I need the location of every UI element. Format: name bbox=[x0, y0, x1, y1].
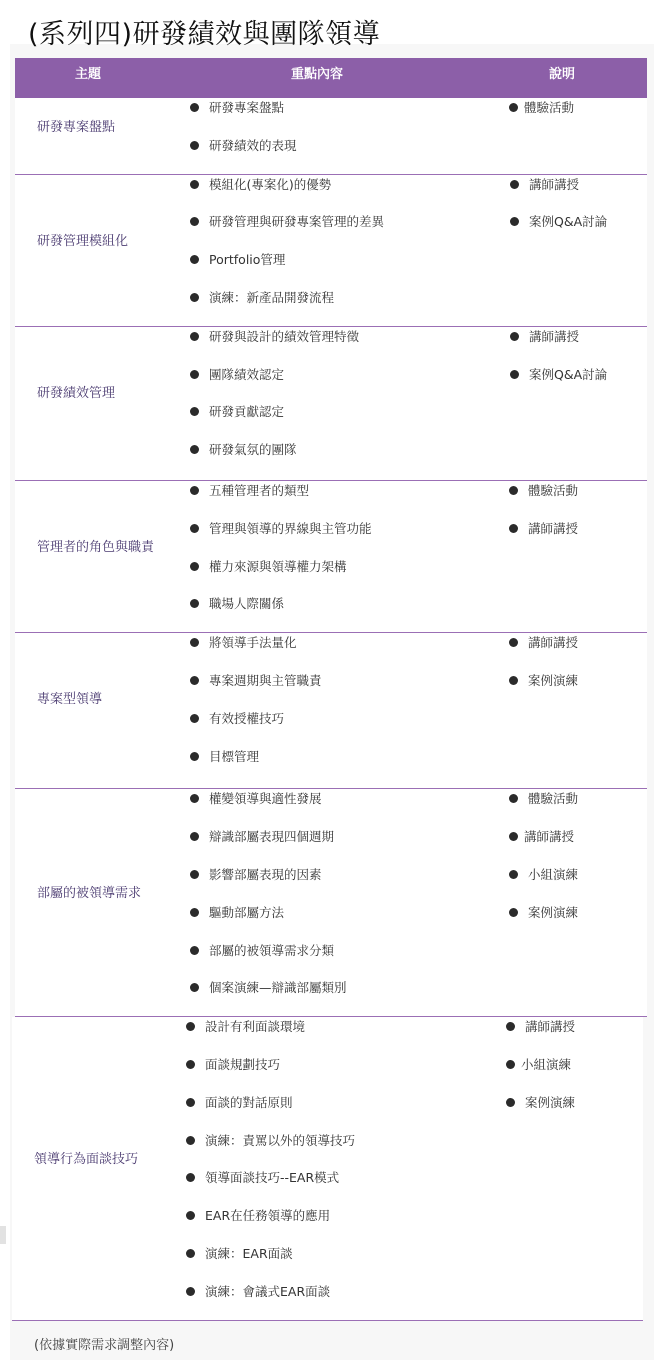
bullet-icon bbox=[509, 103, 518, 112]
content-item: 研發貢獻認定 bbox=[190, 404, 284, 420]
bullet-icon bbox=[509, 908, 518, 917]
table-row bbox=[15, 175, 647, 327]
bullet-icon bbox=[190, 332, 199, 341]
table-row bbox=[15, 633, 647, 789]
note-item: 講師講授 bbox=[510, 329, 579, 345]
content-item: 驅動部屬方法 bbox=[190, 905, 284, 921]
note-item: 講師講授 bbox=[509, 829, 574, 845]
page-title: (系列四)研發績效與團隊領導 bbox=[28, 19, 381, 50]
bullet-icon bbox=[186, 1098, 195, 1107]
note-item: 講師講授 bbox=[509, 521, 578, 537]
row-topic: 研發專案盤點 bbox=[37, 120, 116, 135]
content-item: 研發氣氛的團隊 bbox=[190, 442, 297, 458]
bullet-icon bbox=[510, 370, 519, 379]
content-item: EAR在任務領導的應用 bbox=[186, 1208, 330, 1224]
content-item: 權力來源與領導權力架構 bbox=[190, 559, 347, 575]
note-item: 小組演練 bbox=[506, 1057, 571, 1073]
bullet-icon bbox=[190, 794, 199, 803]
content-item: 演練：會議式EAR面談 bbox=[186, 1284, 330, 1300]
note-item: 案例演練 bbox=[509, 673, 578, 689]
row-topic: 研發績效管理 bbox=[37, 386, 116, 401]
bullet-icon bbox=[190, 407, 199, 416]
row-topic: 領導行為面談技巧 bbox=[34, 1152, 139, 1167]
content-item: 研發管理與研發專案管理的差異 bbox=[190, 214, 384, 230]
bullet-icon bbox=[186, 1249, 195, 1258]
bullet-icon bbox=[190, 293, 199, 302]
bullet-icon bbox=[506, 1060, 515, 1069]
bullet-icon bbox=[190, 946, 199, 955]
bullet-icon bbox=[190, 908, 199, 917]
bullet-icon bbox=[190, 676, 199, 685]
bullet-icon bbox=[190, 445, 199, 454]
table-row bbox=[15, 327, 647, 481]
note-item: 案例Q&A討論 bbox=[510, 214, 607, 230]
content-item: 五種管理者的類型 bbox=[190, 483, 309, 499]
bullet-icon bbox=[190, 486, 199, 495]
content-item: 將領導手法量化 bbox=[190, 635, 297, 651]
content-item: 設計有利面談環境 bbox=[186, 1019, 305, 1035]
bullet-icon bbox=[190, 524, 199, 533]
bullet-icon bbox=[506, 1098, 515, 1107]
content-item: 演練：新產品開發流程 bbox=[190, 290, 334, 306]
bullet-icon bbox=[509, 524, 518, 533]
bullet-icon bbox=[190, 832, 199, 841]
bullet-icon bbox=[186, 1022, 195, 1031]
content-item: 研發專案盤點 bbox=[190, 100, 284, 116]
content-item: Portfolio管理 bbox=[190, 252, 285, 268]
bullet-icon bbox=[510, 217, 519, 226]
bullet-icon bbox=[510, 332, 519, 341]
row-topic: 部屬的被領導需求 bbox=[37, 886, 142, 901]
note-item: 體驗活動 bbox=[509, 483, 578, 499]
table-row bbox=[12, 1017, 643, 1321]
content-item: 影響部屬表現的因素 bbox=[190, 867, 322, 883]
content-item: 面談的對話原則 bbox=[186, 1095, 293, 1111]
bullet-icon bbox=[190, 103, 199, 112]
bullet-icon bbox=[190, 370, 199, 379]
note-item: 小組演練 bbox=[509, 867, 578, 883]
bullet-icon bbox=[190, 714, 199, 723]
row-divider bbox=[12, 1320, 643, 1321]
bullet-icon bbox=[190, 599, 199, 608]
row-topic: 研發管理模組化 bbox=[37, 234, 129, 249]
bullet-icon bbox=[509, 832, 518, 841]
note-item: 講師講授 bbox=[510, 177, 579, 193]
content-item: 目標管理 bbox=[190, 749, 259, 765]
bullet-icon bbox=[190, 983, 199, 992]
table-row bbox=[15, 789, 647, 1017]
note-item: 體驗活動 bbox=[509, 791, 578, 807]
table-row bbox=[15, 481, 647, 633]
bullet-icon bbox=[186, 1060, 195, 1069]
header-content: 重點內容 bbox=[291, 67, 344, 82]
row-topic: 管理者的角色與職責 bbox=[37, 540, 155, 555]
header-note: 說明 bbox=[549, 67, 576, 82]
note-item: 講師講授 bbox=[506, 1019, 575, 1035]
content-item: 研發與設計的績效管理特徵 bbox=[190, 329, 359, 345]
content-item: 部屬的被領導需求分類 bbox=[190, 943, 334, 959]
header-topic: 主題 bbox=[75, 67, 102, 82]
bullet-icon bbox=[190, 217, 199, 226]
table-row bbox=[15, 98, 647, 175]
table-header bbox=[15, 58, 647, 98]
bullet-icon bbox=[190, 255, 199, 264]
content-item: 演練：責罵以外的領導技巧 bbox=[186, 1133, 355, 1149]
edge-marker bbox=[0, 1226, 6, 1244]
bullet-icon bbox=[510, 180, 519, 189]
content-item: 職場人際關係 bbox=[190, 596, 284, 612]
bullet-icon bbox=[186, 1173, 195, 1182]
content-item: 辯識部屬表現四個週期 bbox=[190, 829, 334, 845]
bullet-icon bbox=[509, 870, 518, 879]
content-item: 面談規劃技巧 bbox=[186, 1057, 280, 1073]
note-item: 講師講授 bbox=[509, 635, 578, 651]
content-item: 專案週期與主管職責 bbox=[190, 673, 322, 689]
bullet-icon bbox=[190, 180, 199, 189]
note-item: 案例演練 bbox=[509, 905, 578, 921]
content-item: 個案演練—辯識部屬類別 bbox=[190, 980, 347, 996]
note-item: 案例Q&A討論 bbox=[510, 367, 607, 383]
bullet-icon bbox=[509, 676, 518, 685]
bullet-icon bbox=[186, 1136, 195, 1145]
content-item: 團隊績效認定 bbox=[190, 367, 284, 383]
bullet-icon bbox=[506, 1022, 515, 1031]
content-item: 領導面談技巧--EAR模式 bbox=[186, 1170, 339, 1186]
note-item: 體驗活動 bbox=[509, 100, 574, 116]
content-item: 有效授權技巧 bbox=[190, 711, 284, 727]
bullet-icon bbox=[509, 794, 518, 803]
content-item: 演練：EAR面談 bbox=[186, 1246, 293, 1262]
note-item: 案例演練 bbox=[506, 1095, 575, 1111]
bullet-icon bbox=[190, 141, 199, 150]
bullet-icon bbox=[186, 1211, 195, 1220]
content-item: 研發績效的表現 bbox=[190, 138, 297, 154]
bullet-icon bbox=[190, 638, 199, 647]
bullet-icon bbox=[190, 562, 199, 571]
bullet-icon bbox=[186, 1287, 195, 1296]
content-item: 權變領導與適性發展 bbox=[190, 791, 322, 807]
footnote: (依據實際需求調整內容) bbox=[34, 1338, 175, 1353]
content-item: 管理與領導的界線與主管功能 bbox=[190, 521, 372, 537]
content-item: 模組化(專案化)的優勢 bbox=[190, 177, 331, 193]
bullet-icon bbox=[190, 752, 199, 761]
bullet-icon bbox=[190, 870, 199, 879]
bullet-icon bbox=[509, 486, 518, 495]
bullet-icon bbox=[509, 638, 518, 647]
row-topic: 專案型領導 bbox=[37, 692, 103, 707]
